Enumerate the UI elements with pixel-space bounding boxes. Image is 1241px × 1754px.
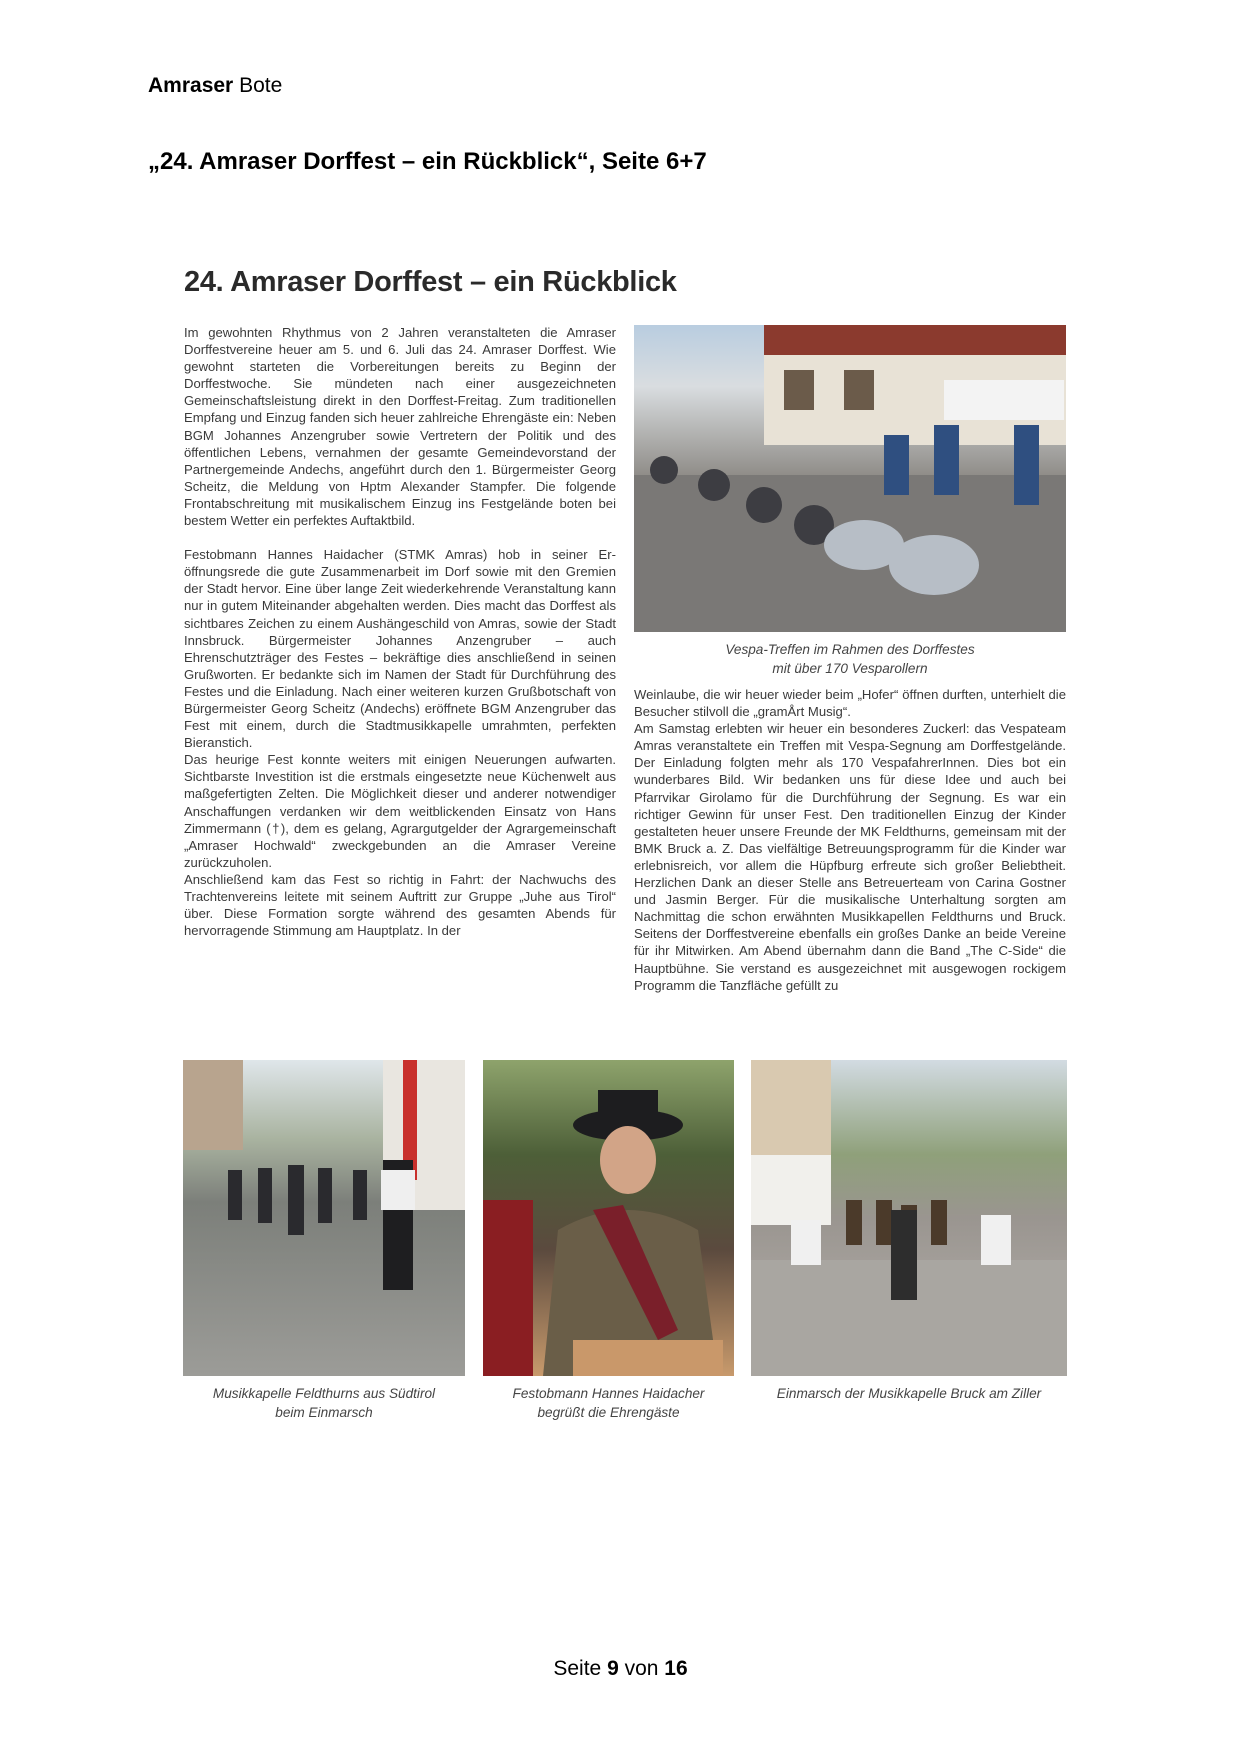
caption-line: begrüßt die Ehrengäste	[537, 1405, 680, 1420]
brand-rest: Bote	[233, 74, 283, 97]
feldthurns-photo-caption	[183, 1384, 465, 1422]
paragraph: Das heurige Fest konnte weiters mit einigen Neuerungen aufwarten. Sichtbarste Investition ist die erstmals eingesetzte neue Küchenwelt aus maßgefertigten Zelten. Die Möglichkeit dieser und anderer notwendiger Anschaffungen verdanken wir dem weitblickenden Einsatz von Hans Zimmermann (†), dem es gelang, Agrargutgelder der Agrargemeinschaft „Amraser Hochwald“ zweckgebunden an die Amraser Vereine zurückzuholen.	[184, 752, 616, 870]
bruck-band-photo	[751, 1060, 1067, 1376]
article-reference: „24. Amraser Dorffest – ein Rückblick“, Seite 6+7	[148, 148, 707, 175]
caption-line: Festobmann Hannes Haidacher	[512, 1386, 705, 1401]
brand-bold: Amraser	[148, 74, 234, 97]
paragraph: Weinlaube, die wir heuer wieder beim „Hofer“ öffnen durften, unterhielt die Besucher stilvoll die „gramÅrt Musig“.	[634, 687, 1066, 720]
newsletter-header	[148, 74, 282, 98]
bruck-photo-illustration	[751, 1060, 1067, 1376]
vespa-meeting-photo	[634, 325, 1066, 632]
vespa-photo-illustration	[634, 325, 1066, 632]
festobmann-speech-photo	[483, 1060, 734, 1376]
current-page: 9	[607, 1657, 619, 1680]
caption-line: mit über 170 Vesparollern	[772, 661, 928, 676]
paragraph: Festobmann Hannes Haidacher (STMK Amras) hob in seiner Eröffnungsrede die gute Zusammenarbeit im Dorf sowie mit den Gremien der Stadt hervor. Eine über lange Zeit wiederkehrende Veranstaltung kann nur in gutem Miteinander abgehalten werden. Dies macht das Dorffest als sichtbares Zeichen zu einem Aushängeschild von Amras, sowie der Stadt Innsbruck. Bürgermeister Johannes Anzengruber – auch Ehrenschutzträger des Festes – bekräftige dies anschließend in seinen Grußworten. Er bedankte sich im Namen der Stadt für Durchführung des Festes und die Einladung. Nach einer weiteren kurzen Grußbotschaft von Bürgermeister Georg Scheitz (Andechs) eröffnete BGM Anzengruber das Fest mit einem, durch die Stadtmusikkapelle umrahmten, perfekten Bieranstich.	[184, 547, 616, 751]
festobmann-photo-illustration	[483, 1060, 734, 1376]
paragraph: Am Samstag erlebten wir heuer ein besonderes Zuckerl: das Vespateam Amras veranstaltete ein Treffen mit Vespa-Segnung am Dorffestgelände. Der Einladung folgten mehr als 170 VespafahrerInnen. Dies bot ein wunderbares Bild. Wir bedanken uns für diese Idee und auch bei Pfarrvikar Girolamo für die Durchführung der Segnung. Es war ein richtiger Gewinn für unser Fest. Den traditionellen Einzug der Kinder gestalteten heuer unsere Freunde der MK Feldthurns, gemeinsam mit der BMK Bruck a. Z. Das vielfältige Betreuungsprogramm für die Kinder war erlebnisreich, vor allem die Hüpfburg erfreute sich großer Beliebtheit. Herzlichen Dank an dieser Stelle ans Betreuerteam von Carina Gostner und Jasmin Berger. Für die musikalische Unterhaltung sorgten am Nachmittag die schon erwähnten Musikkapellen Feldthurns und Bruck. Seitens der Dorffestvereine ebenfalls ein großes Danke an beide Vereine für ihr Mitwirken. Am Abend übernahm dann die Band „The C-Side“ die Hauptbühne. Sie verstand es ausgezeichnet mit ausgewogen rockigem Programm die Tanzfläche gefüllt zu	[634, 721, 1066, 993]
article-right-column	[634, 686, 1066, 994]
page-number	[0, 1657, 1241, 1681]
festobmann-photo-caption	[483, 1384, 734, 1422]
caption-line: Musikkapelle Feldthurns aus Südtirol	[212, 1386, 436, 1401]
article-left-column	[184, 324, 616, 939]
caption-line: beim Einmarsch	[275, 1405, 373, 1420]
page-prefix: Seite	[553, 1657, 608, 1680]
total-pages: 16	[664, 1657, 688, 1680]
article-title: 24. Amraser Dorffest – ein Rückblick	[184, 266, 677, 298]
paragraph: Anschließend kam das Fest so richtig in Fahrt: der Nachwuchs des Trachtenvereins leitete mit seinem Auftritt zur Gruppe „Juhe aus Tirol“ über. Diese Formation sorgte während des gesamten Abends für hervorragende Stimmung am Hauptplatz. In der	[184, 871, 616, 939]
feldthurns-band-photo	[183, 1060, 465, 1376]
paragraph: Im gewohnten Rhythmus von 2 Jahren veranstalteten die Amraser Dorffestvereine heuer am 5. und 6. Juli das 24. Amraser Dorffest. Wie gewohnt starteten die Vorbereitungen bereits zu Beginn der Dorffestwoche. Sie mündeten nach einer ausgezeichneten Gemeinschaftsleistung direkt in den Dorffest-Freitag. Zum traditionellen Empfang und Einzug fanden sich heuer zahlreiche Ehrengäste ein: Neben BGM Johannes Anzengruber sowie Vertretern der Politik und des öffentlichen Lebens, vernahmen der gesamte Gemeindevorstand der Partnergemeinde Andechs, angeführt durch den 1. Bürgermeister Georg Scheitz, die Meldung von Hptm Alexander Stampfer. Die folgende Frontabschreitung mit musikalischem Einzug ins Festgelände boten bei bestem Wetter ein perfektes Auftaktbild.	[184, 325, 616, 529]
vespa-photo-caption	[634, 640, 1066, 678]
page-separator: von	[618, 1657, 665, 1680]
caption-line: Vespa-Treffen im Rahmen des Dorffestes	[725, 642, 975, 657]
caption-line: Einmarsch der Musikkapelle Bruck am Ziller	[776, 1386, 1042, 1401]
feldthurns-photo-illustration	[183, 1060, 465, 1376]
bruck-photo-caption	[751, 1384, 1067, 1403]
